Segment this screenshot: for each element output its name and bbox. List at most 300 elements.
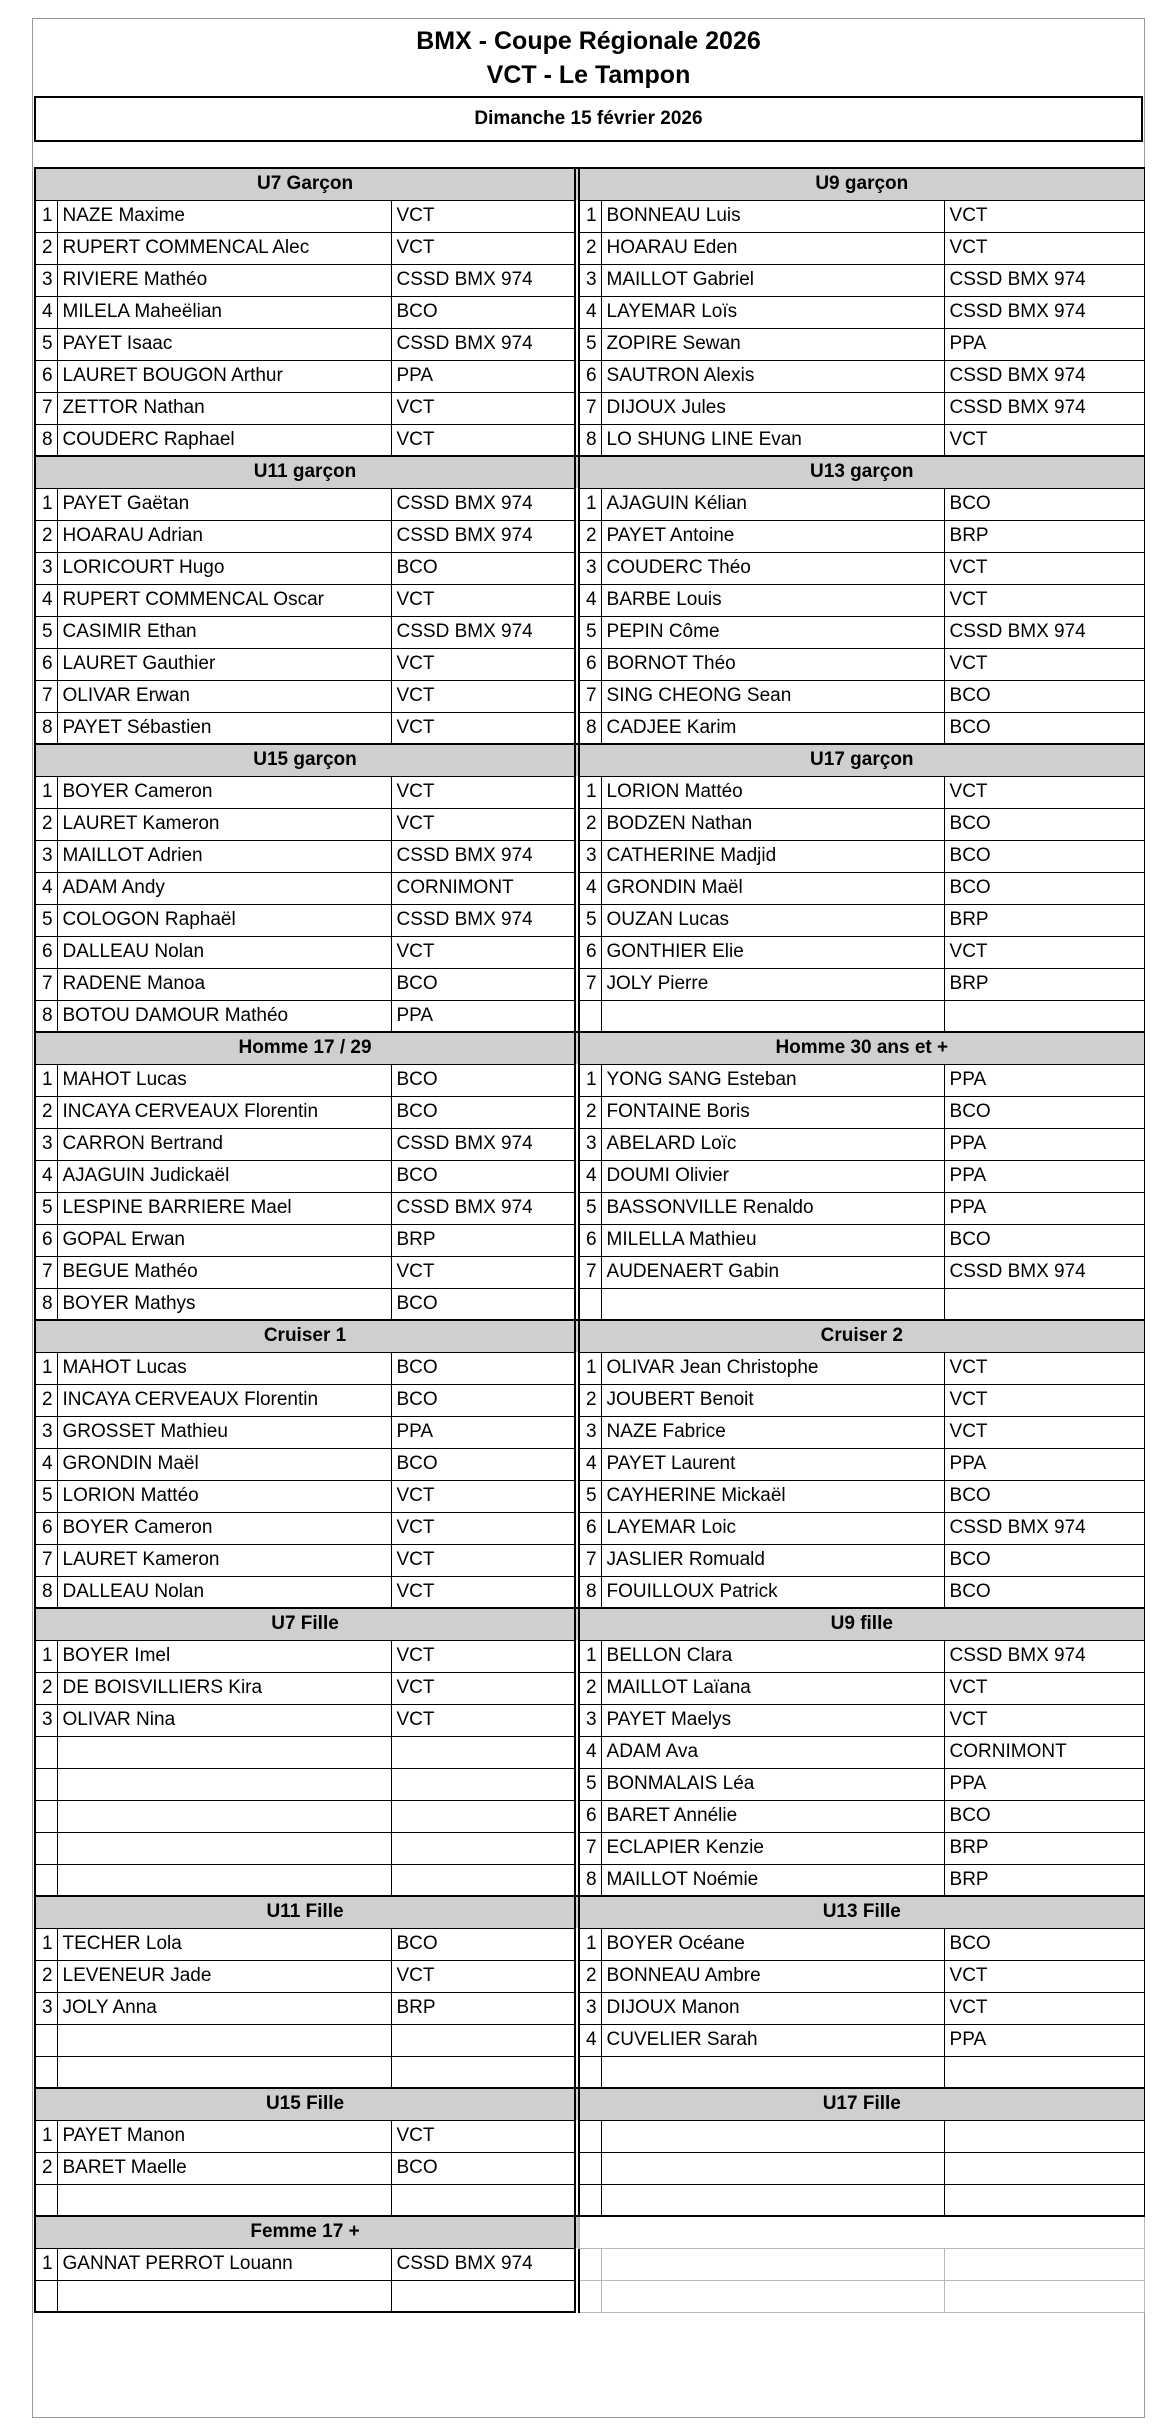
club-cell: CSSD BMX 974: [944, 296, 1144, 328]
table-row: [35, 2152, 1144, 2184]
rank-cell: 1: [579, 1064, 601, 1096]
club-cell: [944, 2056, 1144, 2088]
rank-cell: 6: [35, 1224, 57, 1256]
rider-name-cell: PAYET Manon: [57, 2120, 391, 2152]
rider-name-cell: LAURET BOUGON Arthur: [57, 360, 391, 392]
rank-cell: 8: [35, 1576, 57, 1608]
club-cell: CSSD BMX 974: [391, 616, 575, 648]
rank-cell: 1: [579, 1640, 601, 1672]
table-row: [35, 1192, 1144, 1224]
rider-name-cell: CATHERINE Madjid: [601, 840, 944, 872]
club-cell: PPA: [944, 1064, 1144, 1096]
table-row: [35, 840, 1144, 872]
rank-cell: 1: [35, 1928, 57, 1960]
club-cell: CSSD BMX 974: [944, 1256, 1144, 1288]
club-cell: VCT: [944, 1384, 1144, 1416]
table-row: [35, 968, 1144, 1000]
club-cell: BRP: [944, 968, 1144, 1000]
rider-name-cell: LAURET Kameron: [57, 808, 391, 840]
club-cell: VCT: [944, 1704, 1144, 1736]
rider-name-cell: OUZAN Lucas: [601, 904, 944, 936]
rider-name-cell: BASSONVILLE Renaldo: [601, 1192, 944, 1224]
rank-cell: 5: [579, 1480, 601, 1512]
rank-cell: 6: [35, 360, 57, 392]
rank-cell: 7: [35, 392, 57, 424]
rank-cell: 3: [579, 1992, 601, 2024]
club-cell: CSSD BMX 974: [391, 2248, 575, 2280]
rank-cell: 4: [579, 1448, 601, 1480]
rank-cell: 1: [35, 2248, 57, 2280]
category-header-row: [35, 1032, 1144, 1064]
club-cell: VCT: [391, 1576, 575, 1608]
category-title: U11 Fille: [35, 1896, 575, 1928]
rank-cell: 1: [35, 1352, 57, 1384]
rank-cell: 8: [35, 712, 57, 744]
rider-name-cell: FONTAINE Boris: [601, 1096, 944, 1128]
rider-name-cell: JOLY Pierre: [601, 968, 944, 1000]
table-row: [35, 1832, 1144, 1864]
club-cell: PPA: [944, 328, 1144, 360]
table-row: [35, 808, 1144, 840]
rider-name-cell: COUDERC Théo: [601, 552, 944, 584]
rank-cell: 8: [579, 424, 601, 456]
rank-cell: 7: [579, 1832, 601, 1864]
club-cell: VCT: [944, 1960, 1144, 1992]
rider-name-cell: MAHOT Lucas: [57, 1064, 391, 1096]
rank-cell: 5: [35, 328, 57, 360]
title-line-2: VCT - Le Tampon: [486, 61, 691, 89]
club-cell: VCT: [391, 392, 575, 424]
rider-name-cell: ABELARD Loïc: [601, 1128, 944, 1160]
club-cell: CSSD BMX 974: [391, 1192, 575, 1224]
rank-cell: 8: [579, 712, 601, 744]
club-cell: VCT: [944, 552, 1144, 584]
rider-name-cell: BOYER Cameron: [57, 1512, 391, 1544]
rider-name-cell: PAYET Laurent: [601, 1448, 944, 1480]
category-header-row: [35, 1608, 1144, 1640]
rank-cell: 4: [35, 1160, 57, 1192]
club-cell: BCO: [944, 1544, 1144, 1576]
rank-cell: 8: [35, 1288, 57, 1320]
table-row: [35, 1128, 1144, 1160]
rider-name-cell: SING CHEONG Sean: [601, 680, 944, 712]
rank-cell: 6: [579, 936, 601, 968]
rank-cell: 2: [579, 1384, 601, 1416]
club-cell: VCT: [391, 680, 575, 712]
club-cell: BCO: [944, 488, 1144, 520]
table-row: [35, 264, 1144, 296]
rank-cell: 2: [579, 1672, 601, 1704]
rider-name-cell: LAURET Kameron: [57, 1544, 391, 1576]
rank-cell: 3: [35, 1416, 57, 1448]
club-cell: [391, 1768, 575, 1800]
rider-name-cell: INCAYA CERVEAUX Florentin: [57, 1384, 391, 1416]
rank-cell: 4: [35, 872, 57, 904]
category-title: U7 Fille: [35, 1608, 575, 1640]
rider-name-cell: RUPERT COMMENCAL Oscar: [57, 584, 391, 616]
rider-name-cell: GROSSET Mathieu: [57, 1416, 391, 1448]
rider-name-cell: NAZE Fabrice: [601, 1416, 944, 1448]
rank-cell: 7: [579, 1256, 601, 1288]
rank-cell: [35, 1800, 57, 1832]
rider-name-cell: PAYET Sébastien: [57, 712, 391, 744]
rank-cell: 5: [579, 616, 601, 648]
table-row: [35, 520, 1144, 552]
rank-cell: 3: [579, 1416, 601, 1448]
club-cell: CORNIMONT: [391, 872, 575, 904]
club-cell: BCO: [944, 1096, 1144, 1128]
rider-name-cell: BONNEAU Luis: [601, 200, 944, 232]
club-cell: VCT: [391, 648, 575, 680]
rider-name-cell: [601, 2056, 944, 2088]
rider-name-cell: JOLY Anna: [57, 1992, 391, 2024]
table-row: [35, 296, 1144, 328]
rider-name-cell: [57, 2056, 391, 2088]
rider-name-cell: HOARAU Eden: [601, 232, 944, 264]
rank-cell: [35, 2056, 57, 2088]
rider-name-cell: FOUILLOUX Patrick: [601, 1576, 944, 1608]
rank-cell: 5: [35, 1480, 57, 1512]
rank-cell: 4: [35, 296, 57, 328]
rider-name-cell: BOYER Cameron: [57, 776, 391, 808]
club-cell: VCT: [944, 1352, 1144, 1384]
rank-cell: 1: [579, 488, 601, 520]
rider-name-cell: RIVIERE Mathéo: [57, 264, 391, 296]
rank-cell: [35, 2280, 57, 2312]
rider-name-cell: GRONDIN Maël: [601, 872, 944, 904]
rider-name-cell: DALLEAU Nolan: [57, 1576, 391, 1608]
event-date: Dimanche 15 février 2026: [34, 96, 1143, 142]
rank-cell: 2: [579, 1096, 601, 1128]
rider-name-cell: COLOGON Raphaël: [57, 904, 391, 936]
rank-cell: 1: [579, 200, 601, 232]
rider-name-cell: GONTHIER Elie: [601, 936, 944, 968]
rider-name-cell: [601, 1000, 944, 1032]
club-cell: PPA: [944, 2024, 1144, 2056]
rider-name-cell: LO SHUNG LINE Evan: [601, 424, 944, 456]
rank-cell: 1: [35, 1640, 57, 1672]
club-cell: PPA: [391, 1000, 575, 1032]
rank-cell: 5: [35, 616, 57, 648]
rider-name-cell: GANNAT PERROT Louann: [57, 2248, 391, 2280]
rider-name-cell: [57, 1768, 391, 1800]
rank-cell: 3: [35, 1128, 57, 1160]
rank-cell: 3: [35, 264, 57, 296]
rider-name-cell: MAHOT Lucas: [57, 1352, 391, 1384]
club-cell: CSSD BMX 974: [391, 520, 575, 552]
club-cell: VCT: [391, 584, 575, 616]
rank-cell: 6: [579, 1224, 601, 1256]
rank-cell: 2: [35, 520, 57, 552]
category-title: [579, 2216, 1144, 2248]
rank-cell: 5: [579, 328, 601, 360]
table-row: [35, 936, 1144, 968]
rider-name-cell: RADENE Manoa: [57, 968, 391, 1000]
table-row: [35, 1480, 1144, 1512]
club-cell: [391, 1736, 575, 1768]
rank-cell: 3: [579, 1704, 601, 1736]
rank-cell: 7: [579, 968, 601, 1000]
rank-cell: [579, 2056, 601, 2088]
rank-cell: [35, 1864, 57, 1896]
club-cell: CSSD BMX 974: [391, 488, 575, 520]
table-row: [35, 2248, 1144, 2280]
rider-name-cell: [601, 2120, 944, 2152]
title-line-1: BMX - Coupe Régionale 2026: [416, 27, 761, 55]
rider-name-cell: OLIVAR Jean Christophe: [601, 1352, 944, 1384]
rider-name-cell: GOPAL Erwan: [57, 1224, 391, 1256]
club-cell: [391, 1864, 575, 1896]
rank-cell: 3: [35, 552, 57, 584]
club-cell: BRP: [391, 1224, 575, 1256]
club-cell: VCT: [391, 1704, 575, 1736]
rank-cell: 5: [579, 1192, 601, 1224]
table-row: [35, 648, 1144, 680]
club-cell: VCT: [391, 200, 575, 232]
club-cell: BCO: [944, 840, 1144, 872]
rank-cell: 1: [35, 2120, 57, 2152]
category-title: Femme 17 +: [35, 2216, 575, 2248]
rider-name-cell: BARBE Louis: [601, 584, 944, 616]
table-row: [35, 360, 1144, 392]
rank-cell: 2: [579, 232, 601, 264]
table-row: [35, 1864, 1144, 1896]
club-cell: VCT: [391, 936, 575, 968]
table-row: [35, 1416, 1144, 1448]
table-row: [35, 1576, 1144, 1608]
rider-name-cell: PAYET Gaëtan: [57, 488, 391, 520]
rider-name-cell: PAYET Maelys: [601, 1704, 944, 1736]
table-row: [35, 1288, 1144, 1320]
rider-name-cell: BOTOU DAMOUR Mathéo: [57, 1000, 391, 1032]
club-cell: VCT: [391, 1672, 575, 1704]
category-title: U13 Fille: [579, 1896, 1144, 1928]
rank-cell: 4: [579, 1160, 601, 1192]
rank-cell: 2: [579, 808, 601, 840]
table-row: [35, 1768, 1144, 1800]
table-row: [35, 1224, 1144, 1256]
rank-cell: 5: [579, 904, 601, 936]
club-cell: CSSD BMX 974: [391, 904, 575, 936]
rider-name-cell: BONNEAU Ambre: [601, 1960, 944, 1992]
rider-name-cell: LORICOURT Hugo: [57, 552, 391, 584]
rank-cell: 4: [579, 872, 601, 904]
rider-name-cell: MAILLOT Laïana: [601, 1672, 944, 1704]
rank-cell: 4: [579, 584, 601, 616]
table-row: [35, 424, 1144, 456]
rank-cell: 4: [579, 1736, 601, 1768]
table-row: [35, 232, 1144, 264]
rank-cell: 6: [579, 648, 601, 680]
club-cell: CSSD BMX 974: [944, 392, 1144, 424]
rank-cell: 3: [35, 1992, 57, 2024]
club-cell: BRP: [944, 520, 1144, 552]
club-cell: [391, 2024, 575, 2056]
rider-name-cell: LORION Mattéo: [601, 776, 944, 808]
club-cell: VCT: [391, 1480, 575, 1512]
club-cell: PPA: [391, 360, 575, 392]
rank-cell: 2: [35, 2152, 57, 2184]
rank-cell: 7: [579, 392, 601, 424]
rider-name-cell: BORNOT Théo: [601, 648, 944, 680]
club-cell: CSSD BMX 974: [944, 360, 1144, 392]
table-row: [35, 1704, 1144, 1736]
rider-name-cell: RUPERT COMMENCAL Alec: [57, 232, 391, 264]
club-cell: CSSD BMX 974: [391, 1128, 575, 1160]
table-row: [35, 712, 1144, 744]
rank-cell: [579, 1288, 601, 1320]
club-cell: BRP: [944, 904, 1144, 936]
rider-name-cell: YONG SANG Esteban: [601, 1064, 944, 1096]
rank-cell: 2: [35, 1672, 57, 1704]
club-cell: VCT: [391, 232, 575, 264]
rider-name-cell: GRONDIN Maël: [57, 1448, 391, 1480]
rider-name-cell: [601, 2152, 944, 2184]
club-cell: BCO: [391, 968, 575, 1000]
table-row: [35, 1960, 1144, 1992]
table-row: [35, 904, 1144, 936]
rank-cell: 5: [579, 1768, 601, 1800]
table-row: [35, 616, 1144, 648]
club-cell: [391, 1800, 575, 1832]
rider-name-cell: INCAYA CERVEAUX Florentin: [57, 1096, 391, 1128]
category-header-row: [35, 1320, 1144, 1352]
rider-name-cell: MAILLOT Adrien: [57, 840, 391, 872]
club-cell: CORNIMONT: [944, 1736, 1144, 1768]
rank-cell: 3: [35, 840, 57, 872]
club-cell: [944, 1000, 1144, 1032]
rider-name-cell: BODZEN Nathan: [601, 808, 944, 840]
rider-name-cell: BEGUE Mathéo: [57, 1256, 391, 1288]
rider-name-cell: COUDERC Raphael: [57, 424, 391, 456]
rider-name-cell: TECHER Lola: [57, 1928, 391, 1960]
category-title: U15 garçon: [35, 744, 575, 776]
category-header-row: [35, 456, 1144, 488]
rider-name-cell: BOYER Océane: [601, 1928, 944, 1960]
club-cell: VCT: [944, 648, 1144, 680]
club-cell: VCT: [391, 776, 575, 808]
club-cell: CSSD BMX 974: [944, 616, 1144, 648]
rider-name-cell: MILELA Maheëlian: [57, 296, 391, 328]
rank-cell: 2: [35, 808, 57, 840]
rider-name-cell: AJAGUIN Kélian: [601, 488, 944, 520]
category-title: U9 fille: [579, 1608, 1144, 1640]
rank-cell: [579, 1000, 601, 1032]
rank-cell: 7: [35, 968, 57, 1000]
category-title: U15 Fille: [35, 2088, 575, 2120]
club-cell: PPA: [944, 1192, 1144, 1224]
club-cell: BCO: [944, 712, 1144, 744]
rider-name-cell: [57, 1832, 391, 1864]
table-row: [35, 2056, 1144, 2088]
rider-name-cell: PEPIN Côme: [601, 616, 944, 648]
rank-cell: [35, 1832, 57, 1864]
rank-cell: 6: [35, 1512, 57, 1544]
rank-cell: 3: [35, 1704, 57, 1736]
rank-cell: 1: [579, 1928, 601, 1960]
category-title: Homme 30 ans et +: [579, 1032, 1144, 1064]
club-cell: VCT: [391, 1640, 575, 1672]
rider-name-cell: [601, 2184, 944, 2216]
category-title: U11 garçon: [35, 456, 575, 488]
rider-name-cell: DIJOUX Manon: [601, 1992, 944, 2024]
club-cell: PPA: [944, 1160, 1144, 1192]
rank-cell: 3: [579, 840, 601, 872]
club-cell: BCO: [944, 1928, 1144, 1960]
category-header-row: [35, 168, 1144, 200]
rider-name-cell: ADAM Andy: [57, 872, 391, 904]
club-cell: CSSD BMX 974: [944, 1512, 1144, 1544]
rider-name-cell: SAUTRON Alexis: [601, 360, 944, 392]
club-cell: PPA: [391, 1416, 575, 1448]
club-cell: CSSD BMX 974: [391, 840, 575, 872]
club-cell: VCT: [944, 424, 1144, 456]
club-cell: PPA: [944, 1128, 1144, 1160]
club-cell: VCT: [391, 424, 575, 456]
rider-name-cell: BARET Maelle: [57, 2152, 391, 2184]
rider-name-cell: CARRON Bertrand: [57, 1128, 391, 1160]
rank-cell: 6: [579, 360, 601, 392]
rider-name-cell: JOUBERT Benoit: [601, 1384, 944, 1416]
club-cell: VCT: [944, 584, 1144, 616]
rider-name-cell: ECLAPIER Kenzie: [601, 1832, 944, 1864]
rider-name-cell: [57, 1736, 391, 1768]
rider-name-cell: OLIVAR Erwan: [57, 680, 391, 712]
club-cell: [944, 2184, 1144, 2216]
rank-cell: 1: [35, 1064, 57, 1096]
club-cell: VCT: [944, 1416, 1144, 1448]
club-cell: BRP: [391, 1992, 575, 2024]
rider-name-cell: [601, 1288, 944, 1320]
rank-cell: [35, 2024, 57, 2056]
club-cell: BCO: [391, 1928, 575, 1960]
club-cell: BCO: [944, 1480, 1144, 1512]
club-cell: BCO: [391, 1384, 575, 1416]
category-header-row: [35, 1896, 1144, 1928]
club-cell: PPA: [944, 1448, 1144, 1480]
rider-name-cell: [601, 2248, 944, 2280]
rider-name-cell: ZETTOR Nathan: [57, 392, 391, 424]
rank-cell: [579, 2120, 601, 2152]
club-cell: VCT: [391, 712, 575, 744]
table-row: [35, 1256, 1144, 1288]
rank-cell: 5: [35, 1192, 57, 1224]
rider-name-cell: DE BOISVILLIERS Kira: [57, 1672, 391, 1704]
rank-cell: 3: [579, 1128, 601, 1160]
rank-cell: 2: [35, 1096, 57, 1128]
table-row: [35, 680, 1144, 712]
club-cell: BCO: [944, 872, 1144, 904]
rider-name-cell: PAYET Isaac: [57, 328, 391, 360]
rider-name-cell: BARET Annélie: [601, 1800, 944, 1832]
club-cell: BCO: [391, 1288, 575, 1320]
rider-name-cell: PAYET Antoine: [601, 520, 944, 552]
rider-name-cell: LESPINE BARRIERE Mael: [57, 1192, 391, 1224]
rider-name-cell: AUDENAERT Gabin: [601, 1256, 944, 1288]
club-cell: BCO: [391, 296, 575, 328]
rank-cell: 1: [579, 776, 601, 808]
club-cell: [391, 2056, 575, 2088]
category-title: Cruiser 1: [35, 1320, 575, 1352]
rider-name-cell: DOUMI Olivier: [601, 1160, 944, 1192]
table-row: [35, 1096, 1144, 1128]
rank-cell: 7: [35, 680, 57, 712]
rider-name-cell: LORION Mattéo: [57, 1480, 391, 1512]
club-cell: BCO: [391, 1448, 575, 1480]
table-row: [35, 1064, 1144, 1096]
table-row: [35, 1672, 1144, 1704]
rank-cell: 2: [35, 232, 57, 264]
